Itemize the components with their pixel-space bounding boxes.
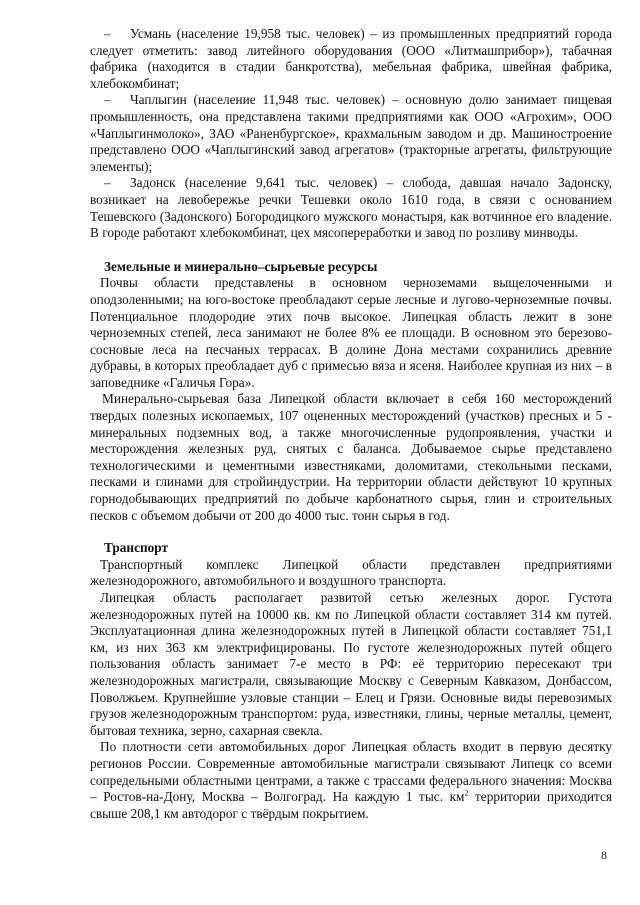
list-item [90, 175, 612, 241]
paragraph-railways: Липецкая область располагает развитой сетью железных дорог. Густота железнодорожных путей на 10000 кв. км по Липецкой области составляет 314 км путей. Эксплуатационная длина железнодорожных путей в Липецкой области составляет 751,1 км, из них 363 км электрифицированы. По густоте железнодорожных путей общего пользования область занимает 7-е место в РФ: её территорию пересекают три железнодорожных магистрали, связывающие Москву с Северным Кавказом, Донбассом, Поволжьем. Крупнейшие узловые станции – Елец и Грязи. Основные виды перевозимых грузов железнодорожным транспортом: руда, известняки, глины, черные металлы, цемент, бытовая техника, зерно, сахарная свекла. [90, 590, 612, 738]
paragraph-minerals: Минерально-сырьевая база Липецкой области включает в себя 160 месторождений твердых полезных ископаемых, 107 оцененных месторождений (участков) пресных и 5 - минеральных подземных вод, а также многочисленные рудопроявления, участки и месторождения железных руд, снятых с баланса. Добываемое сырье представлено технологическими и цементными известняками, доломитами, стекольными песками, песками и глинами для стройиндустрии. На территории области действуют 10 крупных горнодобывающих предприятий по добыче карбонатного сырья, глин и строительных песков с объемом добычи от 200 до 4000 тыс. тонн сырья в год. [90, 391, 612, 523]
paragraph-transport-intro: Транспортный комплекс Липецкой области представлен предприятиями железнодорожного, автомобильного и воздушного транспорта. [90, 556, 612, 589]
superscript-2: 2 [464, 788, 469, 798]
paragraph-roads [90, 739, 612, 822]
list-item-text: Усмань (население 19,958 тыс. человек) – из промышленных предприятий города следует отметить: завод литейного оборудования (ООО «Литмашприбор»), табачная фабрика (находится в стадии банкротства), мебельная фабрика, швейная фабрика, хлебокомбинат; [90, 26, 612, 91]
page-number: 8 [601, 848, 607, 862]
paragraph-soils: Почвы области представлены в основном черноземами выщелоченными и оподзоленными; на юго-востоке преобладают серые лесные и лугово-черноземные почвы. Потенциальное плодородие этих почв высокое. Липецкая область лежит в зоне черноземных степей, леса занимают не более 8% ее площади. В основном это березово-сосновые леса на песчаных террасах. В долине Дона местами сохранились древние дубравы, в которых преобладает дуб с примесью вяза и ясеня. Наиболее крупная из них – в заповеднике «Галичья Гора». [90, 275, 612, 390]
list-item [90, 92, 612, 175]
list-item-text: Чаплыгин (население 11,948 тыс. человек) – основную долю занимает пищевая промышленность, она представлена такими предприятиями как ООО «Агрохим», ООО «Чаплыгинмолоко», ЗАО «Раненбургское», крахмальным заводом и др. Машиностроение представлено ООО «Чаплыгинский завод агрегатов» (тракторные агрегаты, фильтрующие элементы); [90, 92, 612, 174]
roads-text-start: По плотности сети автомобильных дорог Липецкая область входит в первую десятку регионов России. Современные автомобильные магистрали связывают Липецк со всеми сопредельными областными центрами, а также с трассами федерального значения: Москва – Ростов-на-Дону, Москва – Волгоград. На каждую 1 тыс. км [90, 739, 612, 805]
roads-text-end: территории приходится свыше 208,1 км автодорог с твёрдым покрытием. [90, 789, 612, 821]
spacer [90, 524, 612, 540]
list-dash: – [104, 92, 111, 108]
document-page [90, 26, 612, 822]
list-item [90, 26, 612, 92]
section-heading-transport: Транспорт [104, 540, 169, 556]
spacer [90, 242, 612, 259]
list-item-text: Задонск (население 9,641 тыс. человек) – слобода, давшая начало Задонску, возникает на левобережье речки Тешевки около 1610 года, в связи с основанием Тешевского (Задонского) Богородицкого мужского монастыря, как вотчинное его владение. В городе работают хлебокомбинат, цех мясопереработки и завод по розливу минводы. [90, 175, 612, 241]
list-dash: – [104, 26, 111, 41]
list-dash: – [104, 175, 111, 191]
section-heading-resources: Земельные и минерально–сырьевые ресурсы [104, 258, 378, 274]
